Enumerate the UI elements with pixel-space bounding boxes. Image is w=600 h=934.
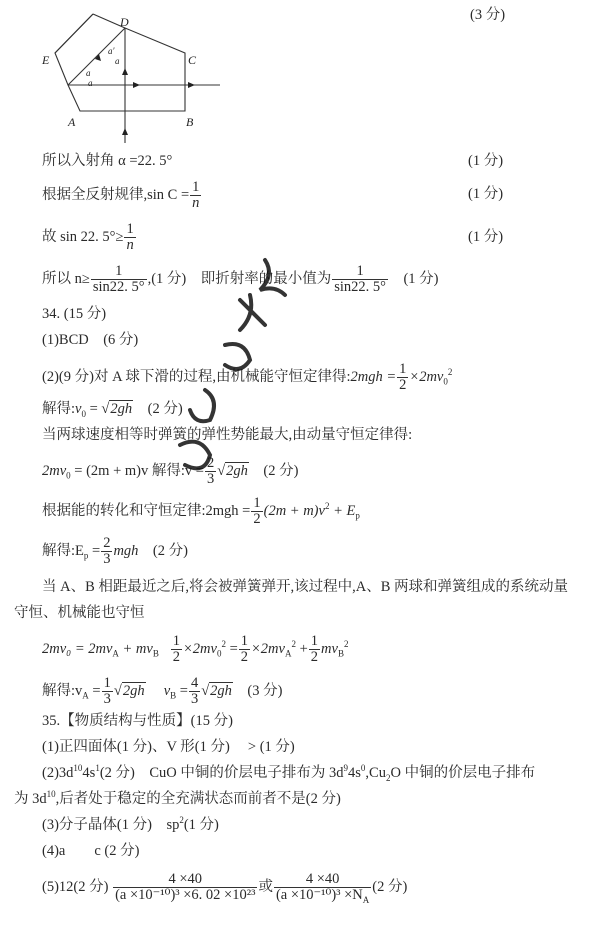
q35-part4: (4)a c (2 分) [42, 843, 140, 859]
q34-energy-equation: 根据能的转化和守恒定律:2mgh = $\frac{1}{2}$ $(2m + m)v^2 + E_p$ [42, 495, 360, 527]
min-refractive-index-line: 所以 n≥ $\frac{1}{\sin 22. 5^\circ}$ ,(1 分) 即折射率的最小值为 $\frac{1}{\sin 22. 5^\circ}$ (1 分) [42, 263, 439, 295]
q34-conservation-equations: $2mv_0 = 2mv_A + mv_B$ $\frac{1}{2}$ $\times 2mv_0^2$ = $\frac{1}{2}$ $\times 2mv_A^2$ + $\frac{1}{2}$ $mv_B^2$ [42, 633, 349, 665]
q34-header: 34. (15 分) [42, 306, 107, 322]
q35-part2-line1: $(2)3d^{10}4s^1(2$ 分) CuO 中铜的价层电子排布为 $3d^94s^0,Cu_2O$ 中铜的价层电子排布 [42, 763, 536, 783]
q34-momentum-equation: $2mv_0 = (2m + m)v$ 解得:v = $\frac{2}{3}$ √2gh (2 分) [42, 455, 299, 487]
pentagon-refraction-diagram [40, 8, 230, 153]
q34-part1: (1)BCD (6 分) [42, 332, 139, 348]
q34-solve-v0: 解得$:v_0 = √2gh$ (2 分) [42, 401, 183, 419]
diagram-score: (3 分) [470, 7, 506, 23]
pentagon-svg [40, 8, 230, 148]
svg-text:a′: a′ [108, 46, 115, 56]
q35-part2-line2: 为 $3d^{10}$,后者处于稳定的全充满状态而前者不是(2 分) [14, 789, 341, 807]
vertex-B-label: B [186, 115, 194, 129]
vertex-A-label: A [68, 115, 76, 129]
q34-solve-Ep: 解得$:E_p$ = $\frac{2}{3}$ mgh (2 分) [42, 535, 188, 567]
q34-paragraph-line1: 当 A、B 相距最近之后,将会被弹簧弹开,该过程中,A、B 两球和弹簧组成的系统动量 [42, 579, 569, 595]
q34-text-equal-velocity: 当两球速度相等时弹簧的弹性势能最大,由动量守恒定律得: [42, 427, 413, 443]
score-3: (1 分) [468, 229, 504, 245]
vertex-E-label: E [42, 53, 50, 67]
q34-part2-line: (2)(9 分)对 A 球下滑的过程,由机械能守恒定律得:2mgh = $\frac{1}{2}$ $\times 2mv_0^2$ [42, 361, 453, 393]
q35-part5: (5)12(2 分) $\frac{4 \times 40}{\text{(a ×10⁻¹⁰)³ ×6. 02 ×10²³}}$ 或 $\frac{4 \times 40}{(a \times 10^{-10})^3 \times N_A}$ (2 分) [42, 871, 408, 905]
q34-solve-vA-vB: 解得$:v_A$ = $\frac{1}{3}$ √2gh $v_B$ = $\frac{4}{3}$ √2gh (3 分) [42, 675, 283, 707]
svg-text:a: a [115, 56, 120, 66]
q35-part1: (1)正四面体(1 分)、V 形(1 分) > (1 分) [42, 739, 295, 755]
svg-text:a: a [88, 78, 93, 88]
vertex-D-label: D [120, 15, 129, 29]
incident-angle-line: 所以入射角 α =22. 5° [42, 153, 173, 169]
q35-header: 35.【物质结构与性质】(15 分) [42, 713, 233, 729]
score-1: (1 分) [468, 153, 504, 169]
vertex-C-label: C [188, 53, 197, 67]
q34-paragraph-line2: 守恒、机械能也守恒 [14, 605, 145, 621]
total-reflection-line: 根据全反射规律,sin C = $\frac{1}{n}$ [42, 179, 200, 211]
sin-inequality-line: 故 sin 22. 5°≥ $\frac{1}{n}$ [42, 221, 134, 253]
score-2: (1 分) [468, 186, 504, 202]
q35-part3: (3)分子晶体(1 分) $sp^2(1$ 分) [42, 815, 219, 833]
svg-text:a: a [86, 68, 91, 78]
